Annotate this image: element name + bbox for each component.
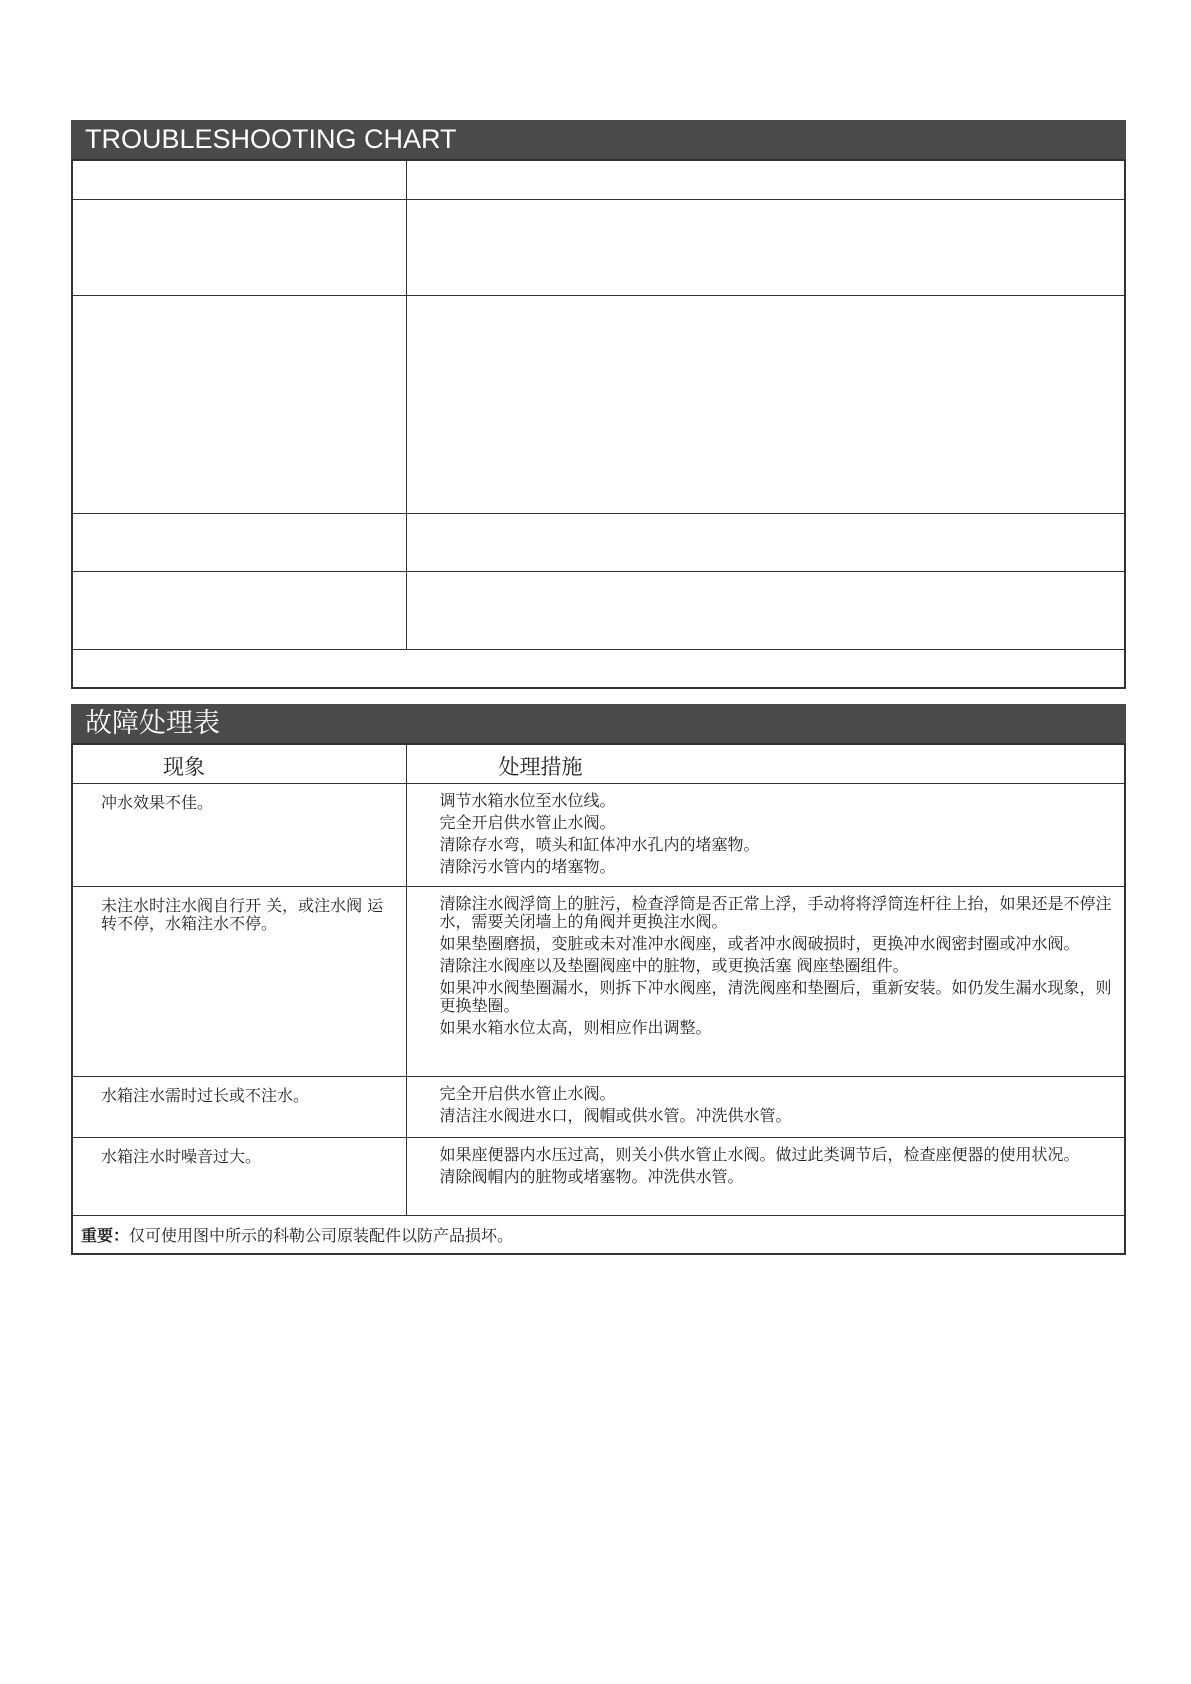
header-symptom: 现象 — [72, 744, 406, 783]
note-cell — [72, 1215, 1125, 1254]
actions-cell — [406, 1137, 1125, 1215]
action-item: 清除存水弯，喷头和缸体冲水孔内的堵塞物。 — [439, 834, 760, 854]
action-item: 如果垫圈磨损，变脏或未对准冲水阀座，或者冲水阀破损时，更换冲水阀密封圈或冲水阀。 — [439, 933, 1080, 953]
table-row — [72, 783, 1125, 886]
symptom-cell: 未注水时注水阀自行开 关，或注水阀 运转不停，水箱注水不停。 — [72, 886, 406, 1076]
actions-cell — [406, 1076, 1125, 1137]
action-item: 清除阀帽内的脏物或堵塞物。冲洗供水管。 — [439, 1166, 744, 1186]
note-label: 重要： — [81, 1225, 130, 1245]
note-row — [72, 1215, 1125, 1254]
note-text: 仅可使用图中所示的科勒公司原装配件以防产品损坏。 — [129, 1225, 514, 1245]
action-item: 清除注水阀座以及垫圈阀座中的脏物，或更换活塞 阀座垫圈组件。 — [439, 955, 909, 975]
table-row — [72, 649, 1125, 688]
table-header-row — [72, 744, 1125, 783]
action-item: 完全开启供水管止水阀。 — [439, 812, 616, 832]
actions-cell — [406, 886, 1125, 1076]
action-item: 清除污水管内的堵塞物。 — [439, 856, 616, 876]
symptom-cell: 冲水效果不佳。 — [72, 783, 406, 886]
table-row — [72, 571, 1125, 649]
header-action: 处理措施 — [406, 744, 1125, 783]
action-item: 完全开启供水管止水阀。 — [439, 1083, 616, 1103]
action-item: 调节水箱水位至水位线。 — [439, 790, 616, 810]
english-section — [71, 120, 1126, 689]
action-item: 如果座便器内水压过高，则关小供水管止水阀。做过此类调节后，检查座便器的使用状况。 — [439, 1144, 1080, 1164]
action-item: 如果冲水阀垫圈漏水，则拆下冲水阀座，清洗阀座和垫圈后，重新安装。如仍发生漏水现象，则更换垫圈。 — [439, 977, 1112, 1015]
symptom-cell: 水箱注水需时过长或不注水。 — [72, 1076, 406, 1137]
chinese-table — [71, 743, 1126, 1255]
table-row — [72, 295, 1125, 513]
action-item: 清除注水阀浮筒上的脏污，检查浮筒是否正常上浮，手动将将浮筒连杆往上抬，如果还是不停注水，需要关闭墙上的角阀并更换注水阀。 — [439, 893, 1112, 931]
table-row — [72, 1137, 1125, 1215]
actions-cell — [406, 783, 1125, 886]
action-item: 如果水箱水位太高，则相应作出调整。 — [439, 1017, 712, 1037]
table-row — [72, 160, 1125, 199]
symptom-cell: 水箱注水时噪音过大。 — [72, 1137, 406, 1215]
table-row — [72, 886, 1125, 1076]
table-row — [72, 199, 1125, 295]
english-title: TROUBLESHOOTING CHART — [71, 120, 1126, 159]
table-row — [72, 1076, 1125, 1137]
chinese-title: 故障处理表 — [71, 704, 1126, 743]
action-item: 清洁注水阀进水口，阀帽或供水管。冲洗供水管。 — [439, 1105, 792, 1125]
english-table — [71, 159, 1126, 689]
table-row — [72, 513, 1125, 571]
chinese-section — [71, 704, 1126, 1255]
